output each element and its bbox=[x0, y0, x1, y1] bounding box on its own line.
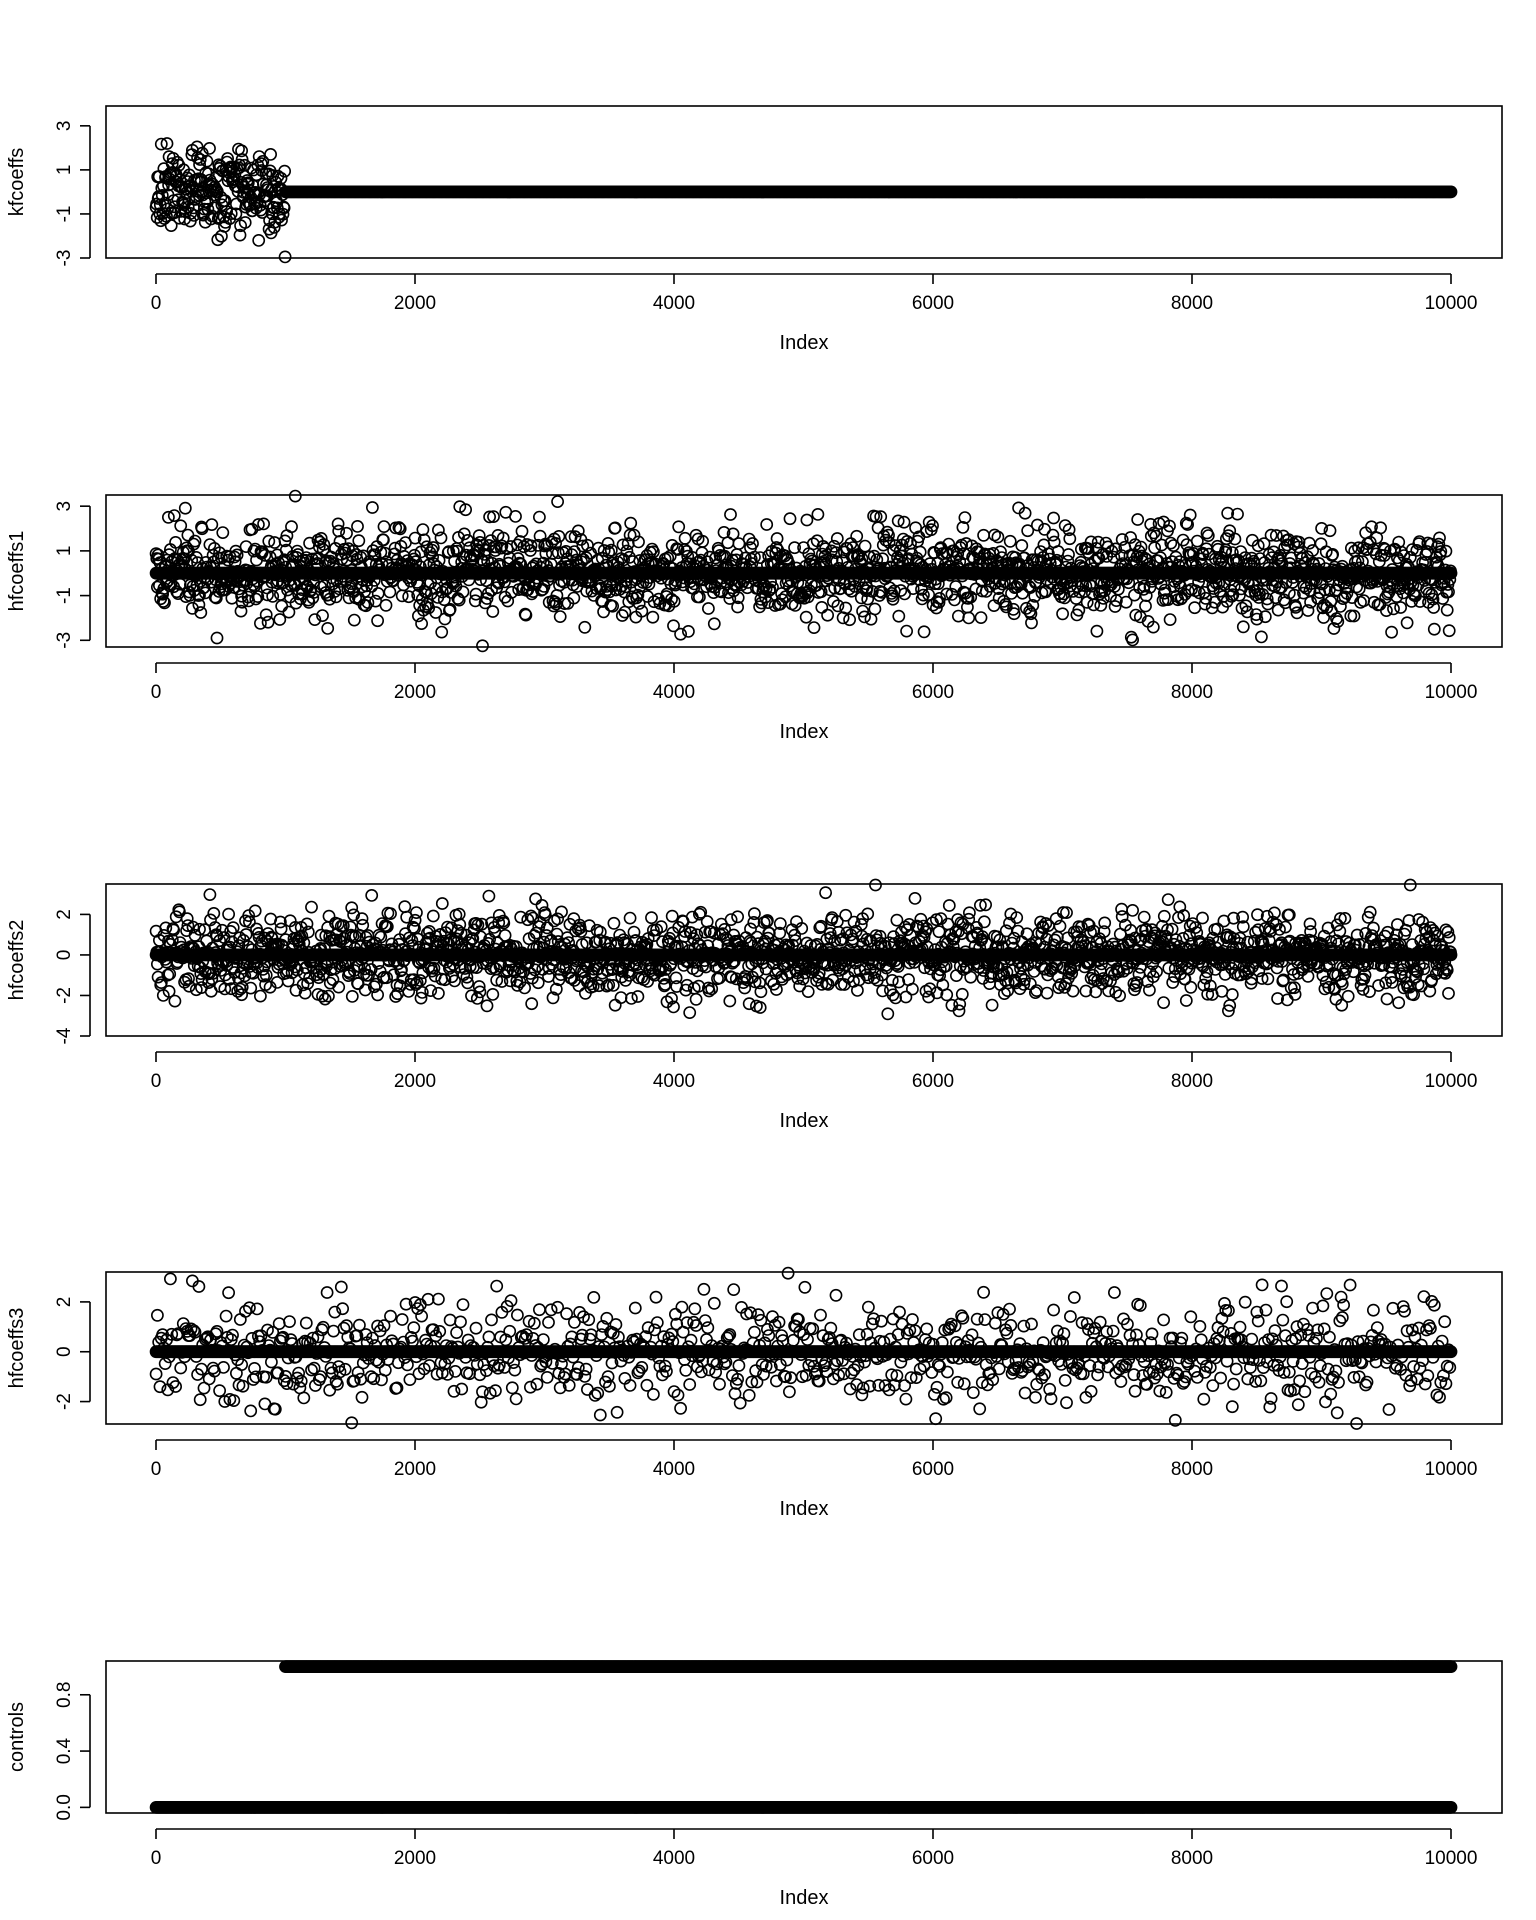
x-tick-label: 4000 bbox=[653, 682, 695, 703]
data-point bbox=[276, 601, 287, 612]
x-axis-title: Index bbox=[780, 721, 829, 743]
data-point bbox=[579, 622, 590, 633]
data-point bbox=[703, 603, 714, 614]
data-point bbox=[893, 611, 904, 622]
data-point bbox=[516, 526, 527, 537]
data-point bbox=[1048, 512, 1059, 523]
data-point bbox=[1189, 602, 1200, 613]
x-tick-label: 0 bbox=[151, 293, 162, 314]
y-tick-label: -1 bbox=[54, 205, 75, 222]
data-point bbox=[206, 519, 217, 530]
data-point bbox=[822, 610, 833, 621]
data-point bbox=[470, 589, 481, 600]
x-tick-label: 6000 bbox=[912, 293, 954, 314]
data-point bbox=[1395, 602, 1406, 613]
data-point bbox=[1095, 600, 1106, 611]
data-point bbox=[784, 513, 795, 524]
data-point bbox=[683, 626, 694, 637]
data-point bbox=[265, 149, 276, 160]
data-point bbox=[812, 509, 823, 520]
y-tick-label: -1 bbox=[54, 587, 75, 604]
x-tick-label: 4000 bbox=[653, 293, 695, 314]
data-points bbox=[151, 138, 1457, 263]
data-point bbox=[1273, 605, 1284, 616]
data-point bbox=[1229, 533, 1240, 544]
data-point bbox=[963, 612, 974, 623]
data-point bbox=[280, 251, 291, 262]
data-point bbox=[263, 617, 274, 628]
data-point bbox=[801, 612, 812, 623]
data-point bbox=[733, 538, 744, 549]
data-point bbox=[675, 629, 686, 640]
data-point bbox=[610, 522, 621, 533]
x-tick-label: 6000 bbox=[912, 682, 954, 703]
data-point bbox=[901, 626, 912, 637]
data-point bbox=[510, 511, 521, 522]
data-point bbox=[180, 503, 191, 514]
y-tick-label: -3 bbox=[54, 632, 75, 649]
data-point bbox=[953, 611, 964, 622]
data-point bbox=[417, 524, 428, 535]
x-tick-label: 2000 bbox=[394, 293, 436, 314]
data-point bbox=[1140, 600, 1151, 611]
data-point bbox=[1402, 617, 1413, 628]
data-point bbox=[1444, 625, 1455, 636]
y-tick-label: -3 bbox=[54, 250, 75, 267]
data-point bbox=[709, 618, 720, 629]
data-point bbox=[353, 535, 364, 546]
data-point bbox=[808, 622, 819, 633]
plot-frame bbox=[106, 106, 1502, 258]
data-point bbox=[725, 509, 736, 520]
data-point bbox=[975, 612, 986, 623]
data-point bbox=[860, 541, 871, 552]
data-point bbox=[349, 615, 360, 626]
y-tick-label: 3 bbox=[54, 501, 75, 512]
data-point bbox=[435, 532, 446, 543]
x-tick-label: 8000 bbox=[1171, 293, 1213, 314]
data-point bbox=[384, 586, 395, 597]
data-point bbox=[1429, 624, 1440, 635]
data-point bbox=[378, 521, 389, 532]
data-point bbox=[261, 609, 272, 620]
kfcoeffs-panel bbox=[6, 106, 1502, 354]
data-point bbox=[370, 596, 381, 607]
data-point bbox=[680, 533, 691, 544]
data-point bbox=[253, 235, 264, 246]
data-point bbox=[341, 528, 352, 539]
x-tick-label: 0 bbox=[151, 682, 162, 703]
data-point bbox=[1304, 538, 1315, 549]
data-point bbox=[617, 610, 628, 621]
data-point bbox=[647, 612, 658, 623]
data-point bbox=[378, 534, 389, 545]
y-tick-label: 1 bbox=[54, 165, 75, 176]
data-point bbox=[436, 627, 447, 638]
data-point bbox=[534, 511, 545, 522]
data-point bbox=[840, 602, 851, 613]
data-point bbox=[1238, 621, 1249, 632]
data-point bbox=[333, 525, 344, 536]
data-point bbox=[1442, 605, 1453, 616]
data-point bbox=[978, 530, 989, 541]
data-points bbox=[151, 491, 1457, 652]
y-tick-label: 3 bbox=[54, 121, 75, 132]
data-point bbox=[552, 496, 563, 507]
data-point bbox=[352, 521, 363, 532]
hfcoeffs1-panel bbox=[6, 491, 1502, 744]
data-point bbox=[1132, 514, 1143, 525]
data-point bbox=[380, 600, 391, 611]
y-axis-title: kfcoeffs bbox=[6, 148, 28, 217]
data-point bbox=[286, 521, 297, 532]
data-point bbox=[1256, 631, 1267, 642]
data-point bbox=[1381, 605, 1392, 616]
data-point bbox=[433, 524, 444, 535]
data-point bbox=[477, 640, 488, 651]
x-tick-label: 10000 bbox=[1425, 293, 1478, 314]
data-point bbox=[373, 588, 384, 599]
data-point bbox=[1386, 627, 1397, 638]
data-point bbox=[761, 519, 772, 530]
data-point bbox=[869, 603, 880, 614]
y-tick-label: 1 bbox=[54, 546, 75, 557]
data-point bbox=[211, 632, 222, 643]
data-point bbox=[1016, 540, 1027, 551]
data-point bbox=[1005, 536, 1016, 547]
data-point bbox=[1315, 538, 1326, 549]
data-point bbox=[1165, 614, 1176, 625]
data-point bbox=[625, 518, 636, 529]
data-point bbox=[619, 607, 630, 618]
data-point bbox=[851, 531, 862, 542]
x-tick-label: 2000 bbox=[394, 682, 436, 703]
data-point bbox=[487, 606, 498, 617]
x-axis-title: Index bbox=[780, 332, 829, 354]
data-point bbox=[844, 614, 855, 625]
data-point bbox=[1091, 626, 1102, 637]
data-point bbox=[217, 527, 228, 538]
x-tick-label: 8000 bbox=[1171, 682, 1213, 703]
data-point bbox=[290, 491, 301, 502]
data-point bbox=[372, 615, 383, 626]
data-point bbox=[801, 514, 812, 525]
data-point bbox=[673, 521, 684, 532]
data-point bbox=[816, 602, 827, 613]
data-point bbox=[555, 611, 566, 622]
y-axis-title: hfcoeffs1 bbox=[6, 531, 28, 612]
data-point bbox=[1057, 608, 1068, 619]
x-tick-label: 10000 bbox=[1425, 682, 1478, 703]
data-point bbox=[1192, 536, 1203, 547]
data-point bbox=[1063, 549, 1074, 560]
data-point bbox=[992, 531, 1003, 542]
data-point bbox=[919, 626, 930, 637]
data-point bbox=[322, 623, 333, 634]
data-point bbox=[367, 502, 378, 513]
